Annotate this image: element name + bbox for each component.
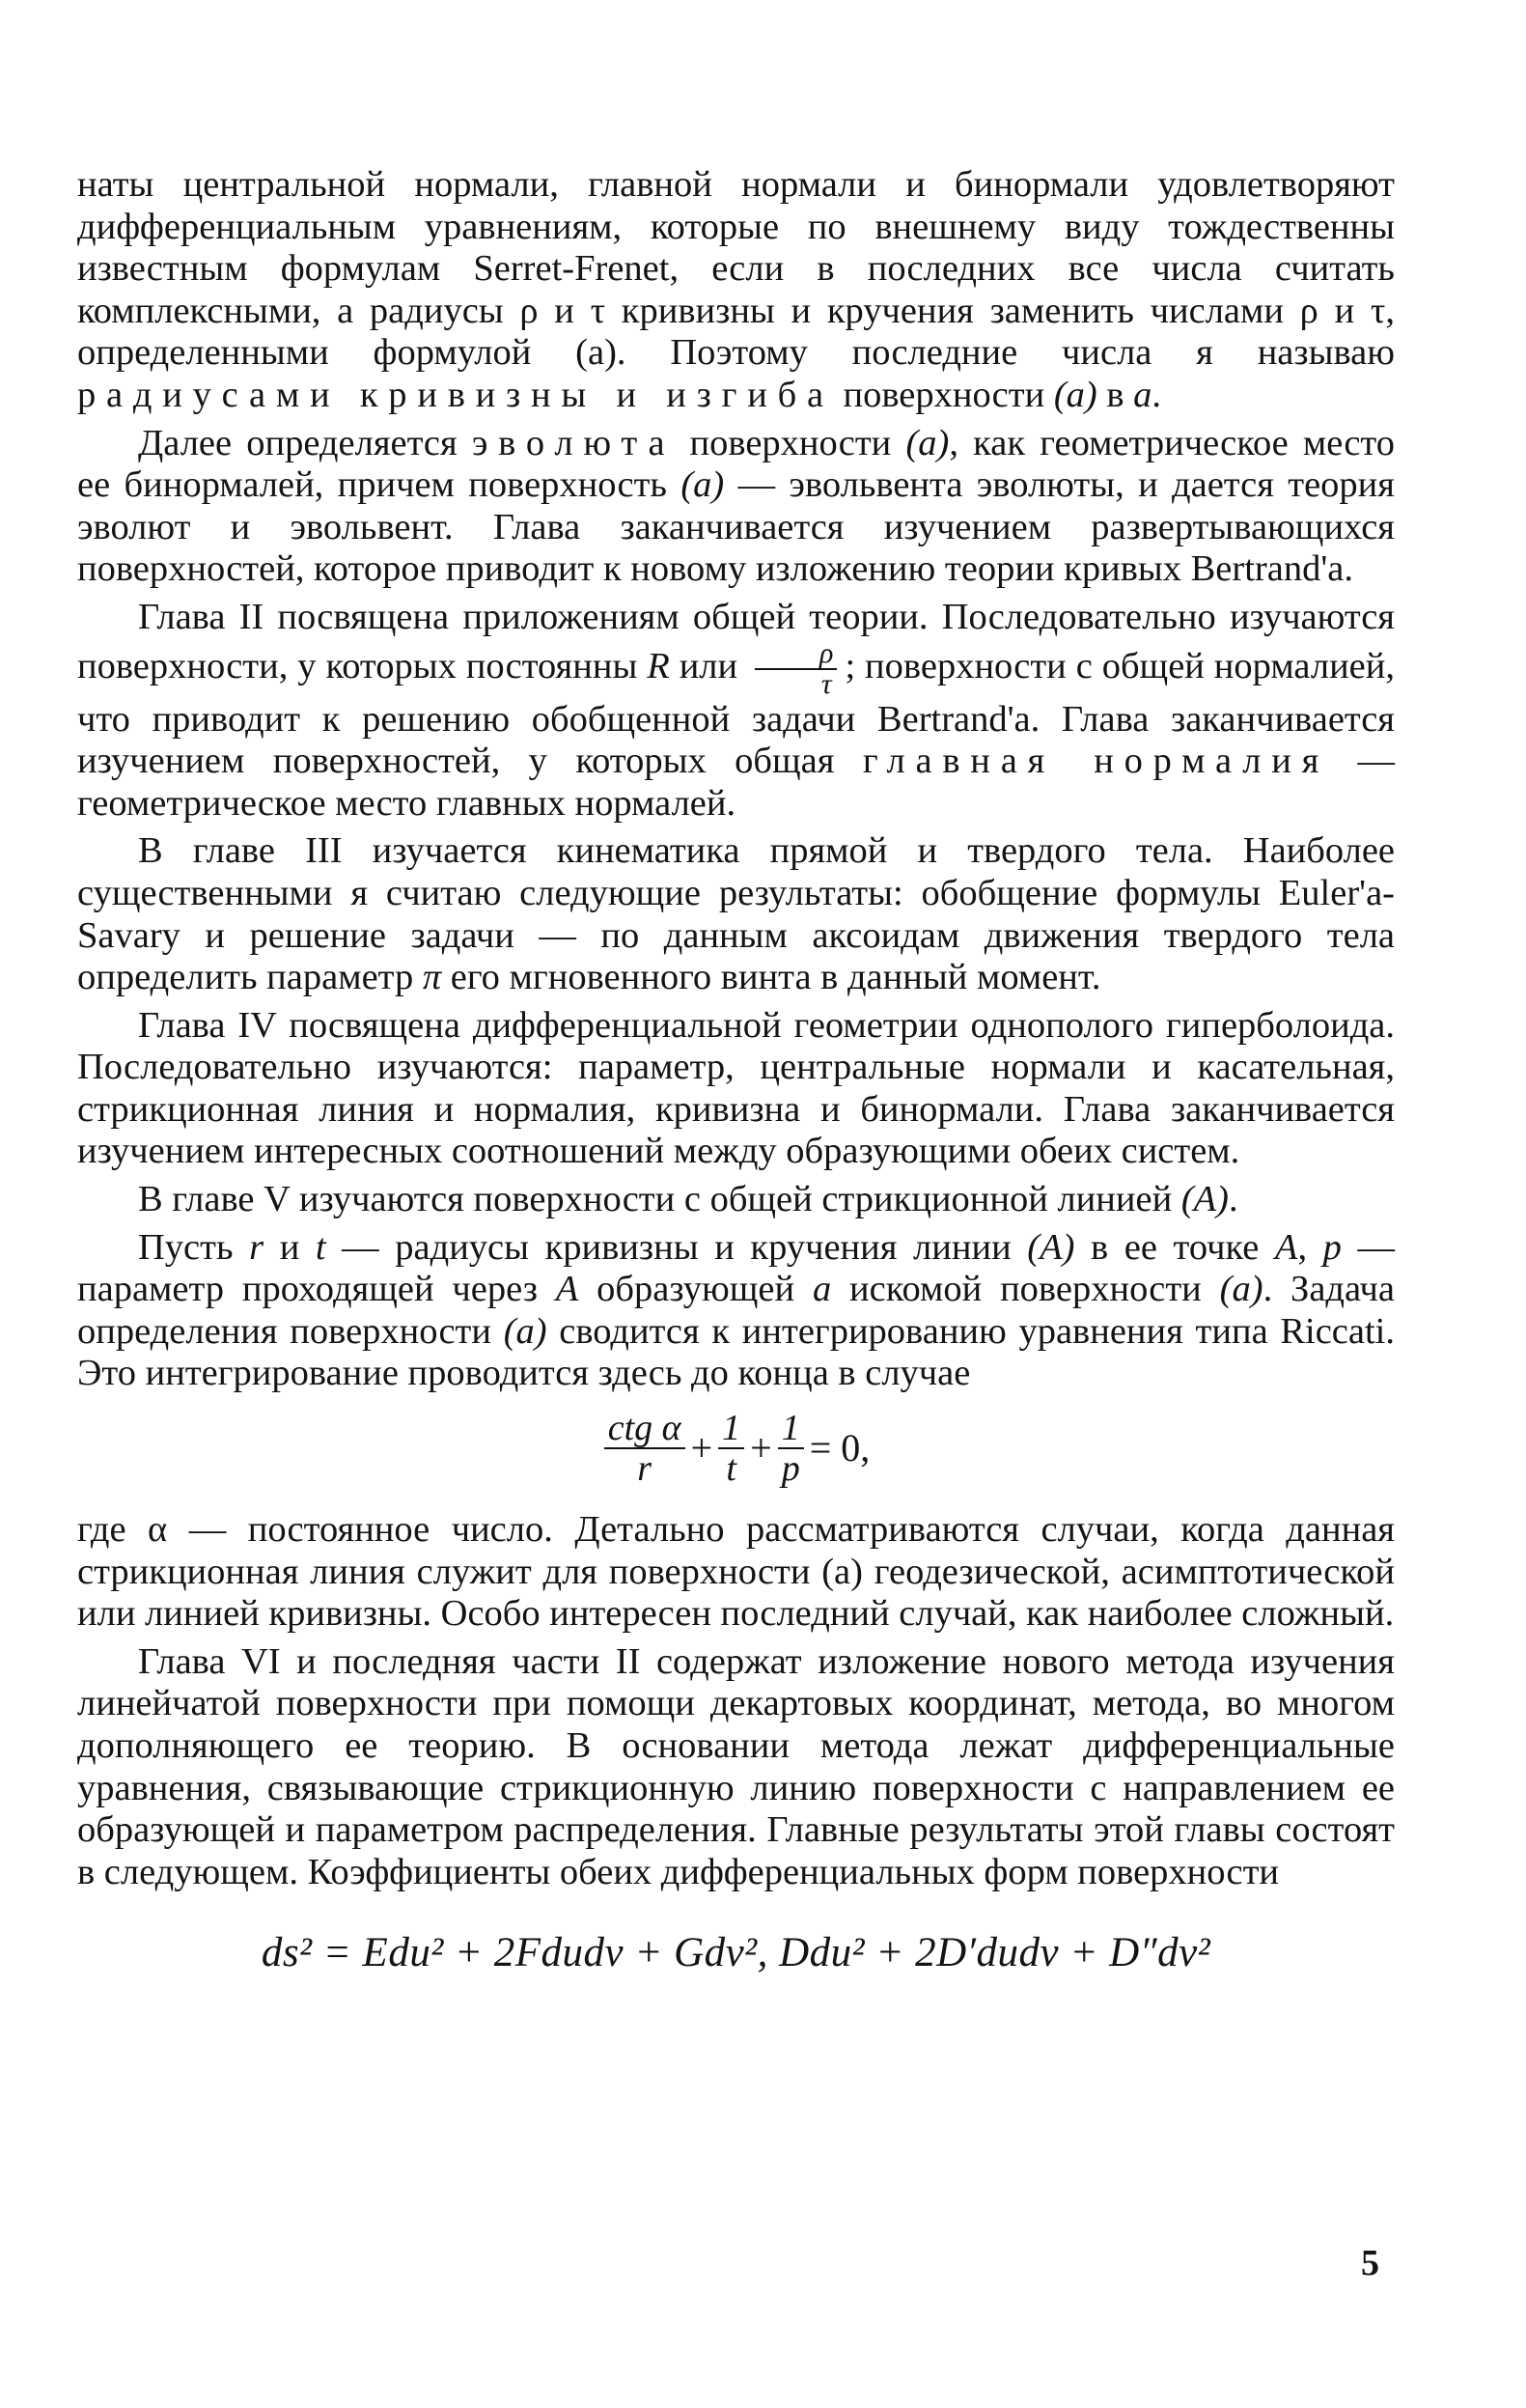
paragraph-6: В главе V изучаются поверхности с общей стрикционной линией (A). [138, 1179, 1238, 1220]
body-text [77, 164, 1395, 1974]
inline-fraction: $\frac{\rho}{\tau}$ [755, 639, 837, 699]
paragraph-2: Далее определяется эволюта поверхности (a), как геометрическое место ее бинормалей, причем поверхность (a) — эвольвента эволюты, и дается теория эволют и эвольвент. Глава заканчивается изучением развертывающихся поверхностей, которое приводит к новому изложению теории кривых Bertrand'a. [77, 422, 1395, 590]
page-number: 5 [1361, 2243, 1379, 2283]
equation-differential-forms: ds² = Edu² + 2Fdudv + Gdv², Ddu² + 2D′dudv + D″dv² [261, 1930, 1211, 1976]
paragraph-7: Пусть r и t — радиусы кривизны и кручения линии (A) в ее точке A, p — параметр проходящей через A образующей a искомой поверхности (a). Задача определения поверхности (a) сводится к интегрированию уравнения типа Riccati. Это интегрирование проводится здесь до конца в случае [77, 1226, 1396, 1394]
spaced-term: эволюта [471, 422, 676, 463]
paragraph-3: Глава II посвящена приложениям общей теории. Последовательно изучаются поверхности, у которых постоянны R или $\frac{\rho}{\tau}$ ; поверхности с общей нормалией, что приводит к решению обобщенной задачи Bertrand'a. Глава заканчивается изучением поверхностей, у которых общая главная нормалия — геометрическое место главных нормалей. [77, 596, 1395, 824]
paragraph-1: наты центральной нормали, главной нормали и бинормали удовлетворяют дифференциальным уравнениям, которые по внешнему виду тождественны известным формулам Serret-Frenet, если в последних все числа считать комплексными, а радиусы ρ и τ кривизны и кручения заменить числами ρ и τ, определенными формулой (a). Поэтому последние числа я называю радиусами кривизны и изгиба поверхности (a) в a. [77, 164, 1395, 415]
spaced-term: главная нормалия [862, 741, 1330, 782]
equation-riccati: $\frac{\text{ctg α}}{r}$ + $\frac{1}{t}$ + $\frac{1}{p}$ = 0, [77, 1409, 1395, 1488]
paragraph-8: где α — постоянное число. Детально рассматриваются случаи, когда данная стрикционная линия служит для поверхности (a) геодезической, асимптотической или линией кривизны. Особо интересен последний случай, как наиболее сложный. [77, 1509, 1395, 1635]
paragraph-9: Глава VI и последняя части II содержат изложение нового метода изучения линейчатой поверхности при помощи декартовых координат, метода, во многом дополняющего ее теорию. В основании метода лежат дифференциальные уравнения, связывающие стрикционную линию поверхности с направлением ее образующей и параметром распределения. Главные результаты этой главы состоят в следующем. Коэффициенты обеих дифференциальных форм поверхности [77, 1640, 1395, 1892]
spaced-term: радиусами кривизны и изгиба [77, 374, 834, 415]
paragraph-5: Глава IV посвящена дифференциальной геометрии однополого гиперболоида. Последовательно изучаются: параметр, центральные нормали и касательная, стрикционная линия и нормалия, кривизна и бинормали. Глава заканчивается изучением интересных соотношений между образующими обеих систем. [77, 1004, 1395, 1172]
paragraph-4: В главе III изучается кинематика прямой и твердого тела. Наиболее существенными я считаю следующие результаты: обобщение формулы Euler'a-Savary и решение задачи — по данным аксоидам движения твердого тела определить параметр π его мгновенного винта в данный момент. [77, 830, 1395, 998]
fraction-one-over-t: $\frac{1}{t}$ [718, 1409, 744, 1488]
fraction-one-over-p: $\frac{1}{p}$ [778, 1409, 804, 1488]
fraction-ctg: $\frac{\text{ctg α}}{r}$ [604, 1409, 685, 1488]
